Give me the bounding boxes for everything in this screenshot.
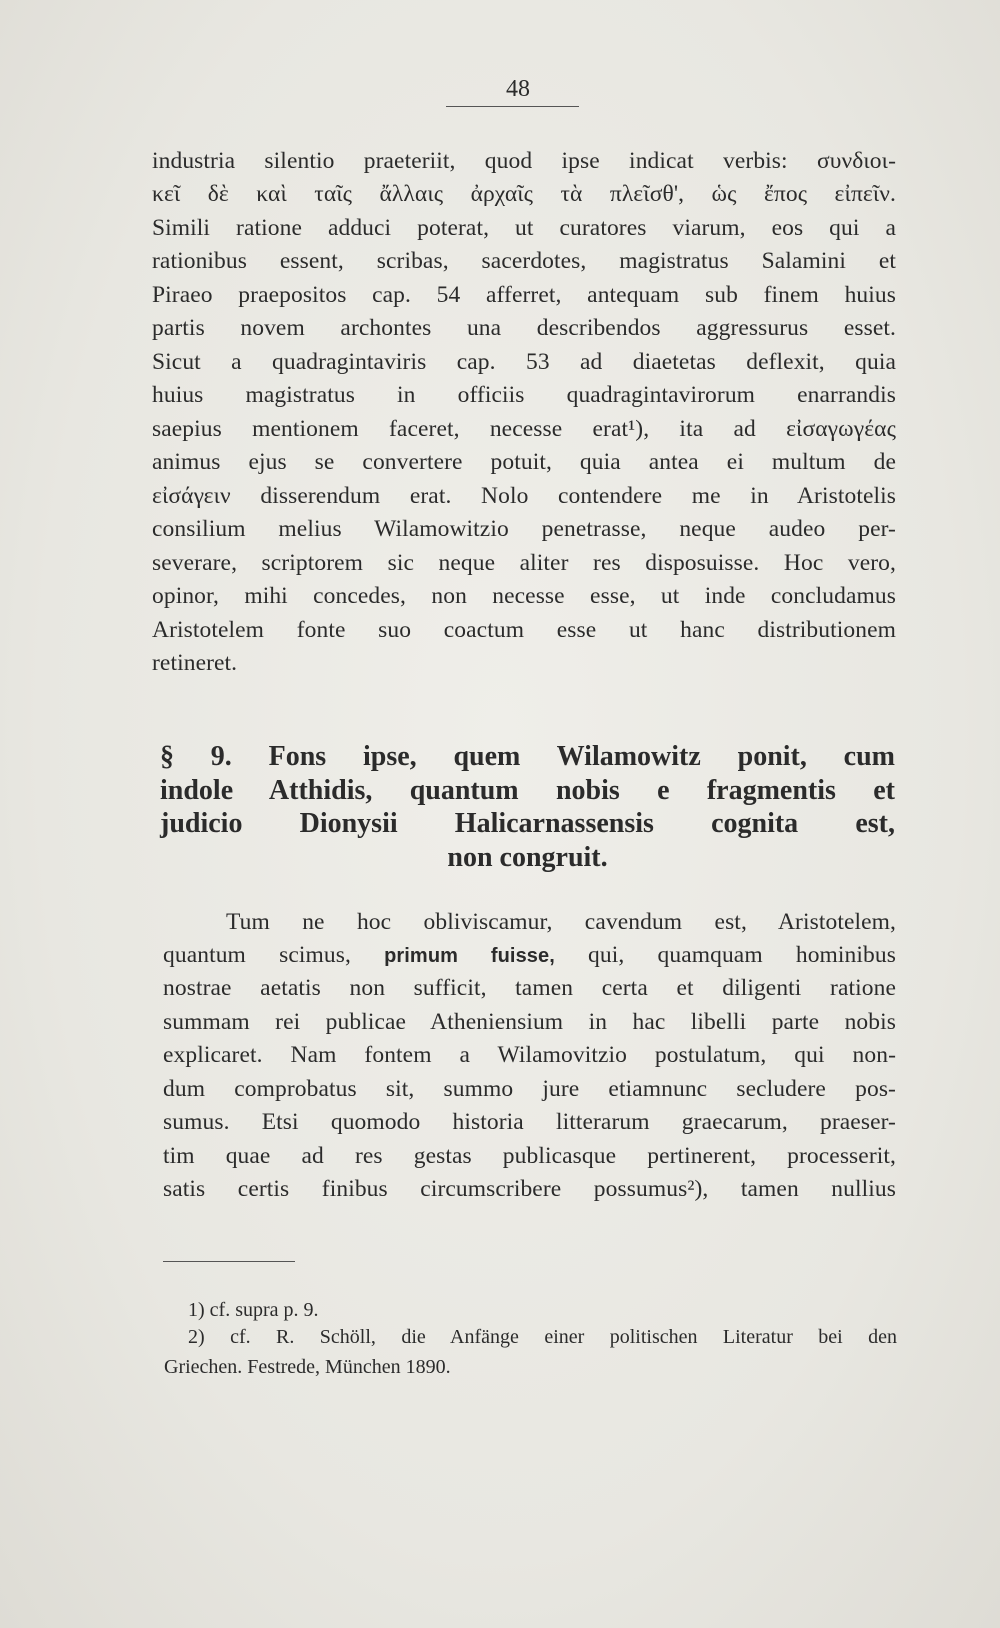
text-line: εἰσάγειν disserendum erat. Nolo contendere me in Aristotelis <box>152 483 896 509</box>
text-line: opinor, mihi concedes, non necesse esse, ut inde concludamus <box>152 583 896 609</box>
heading-line: indole Atthidis, quantum nobis e fragmentis et <box>160 775 895 806</box>
text-line: sumus. Etsi quomodo historia litterarum graecarum, praeser- <box>163 1109 896 1135</box>
heading-line: judicio Dionysii Halicarnassensis cognita est, <box>160 808 895 839</box>
text-line: tim quae ad res gestas publicasque pertinerent, processerit, <box>163 1143 896 1169</box>
heading-line: § 9. Fons ipse, quem Wilamowitz ponit, cum <box>160 741 895 772</box>
footnote-2: 2) cf. R. Schöll, die Anfänge einer politischen Literatur bei den <box>188 1326 897 1348</box>
text-line: partis novem archontes una describendos aggressurus esset. <box>152 315 896 341</box>
text-line: nostrae aetatis non sufficit, tamen certa et diligenti ratione <box>163 975 896 1001</box>
text-line <box>163 940 896 971</box>
text-line: Piraeo praepositos cap. 54 afferret, antequam sub finem huius <box>152 282 896 308</box>
emphasized-text: primum fuisse, <box>384 945 555 967</box>
text-line: Tum ne hoc obliviscamur, cavendum est, Aristotelem, <box>226 909 896 935</box>
text-line: Simili ratione adduci poterat, ut curatores viarum, eos qui a <box>152 215 896 241</box>
footnote-rule <box>163 1261 295 1262</box>
text-line: industria silentio praeteriit, quod ipse indicat verbis: συνδιοι- <box>152 148 896 174</box>
text-line: retineret. <box>152 650 238 676</box>
text-line: κεῖ δὲ καὶ ταῖς ἄλλαις ἀρχαῖς τὰ πλεῖσθ', ὡς ἔπος εἰπεῖν. <box>152 181 896 207</box>
text-line: rationibus essent, scribas, sacerdotes, magistratus Salamini et <box>152 248 896 274</box>
text-line: summam rei publicae Atheniensium in hac libelli parte nobis <box>163 1009 896 1035</box>
text-line: severare, scriptorem sic neque aliter res disposuisse. Hoc vero, <box>152 550 896 576</box>
text-segment: qui, quamquam hominibus <box>554 942 896 968</box>
text-segment: quantum scimus, <box>163 942 385 968</box>
text-line: saepius mentionem faceret, necesse erat¹), ita ad εἰσαγωγέας <box>152 416 896 442</box>
text-line: Aristotelem fonte suo coactum esse ut hanc distributionem <box>152 617 896 643</box>
text-line: explicaret. Nam fontem a Wilamovitzio postulatum, qui non- <box>163 1042 896 1068</box>
footnote-2-continued: Griechen. Festrede, München 1890. <box>164 1356 451 1378</box>
heading-line: non congruit. <box>447 842 608 873</box>
text-line: huius magistratus in officiis quadragintavirorum enarrandis <box>152 382 896 408</box>
text-line: Sicut a quadragintaviris cap. 53 ad diaetetas deflexit, quia <box>152 349 896 375</box>
footnote-1: 1) cf. supra p. 9. <box>188 1299 319 1321</box>
text-line: animus ejus se convertere potuit, quia antea ei multum de <box>152 449 896 475</box>
page-number-rule <box>446 106 579 107</box>
page-number: 48 <box>506 76 530 102</box>
text-line: consilium melius Wilamowitzio penetrasse, neque audeo per- <box>152 516 896 542</box>
text-line: dum comprobatus sit, summo jure etiamnunc secludere pos- <box>163 1076 896 1102</box>
text-line: satis certis finibus circumscribere possumus²), tamen nullius <box>163 1176 896 1202</box>
